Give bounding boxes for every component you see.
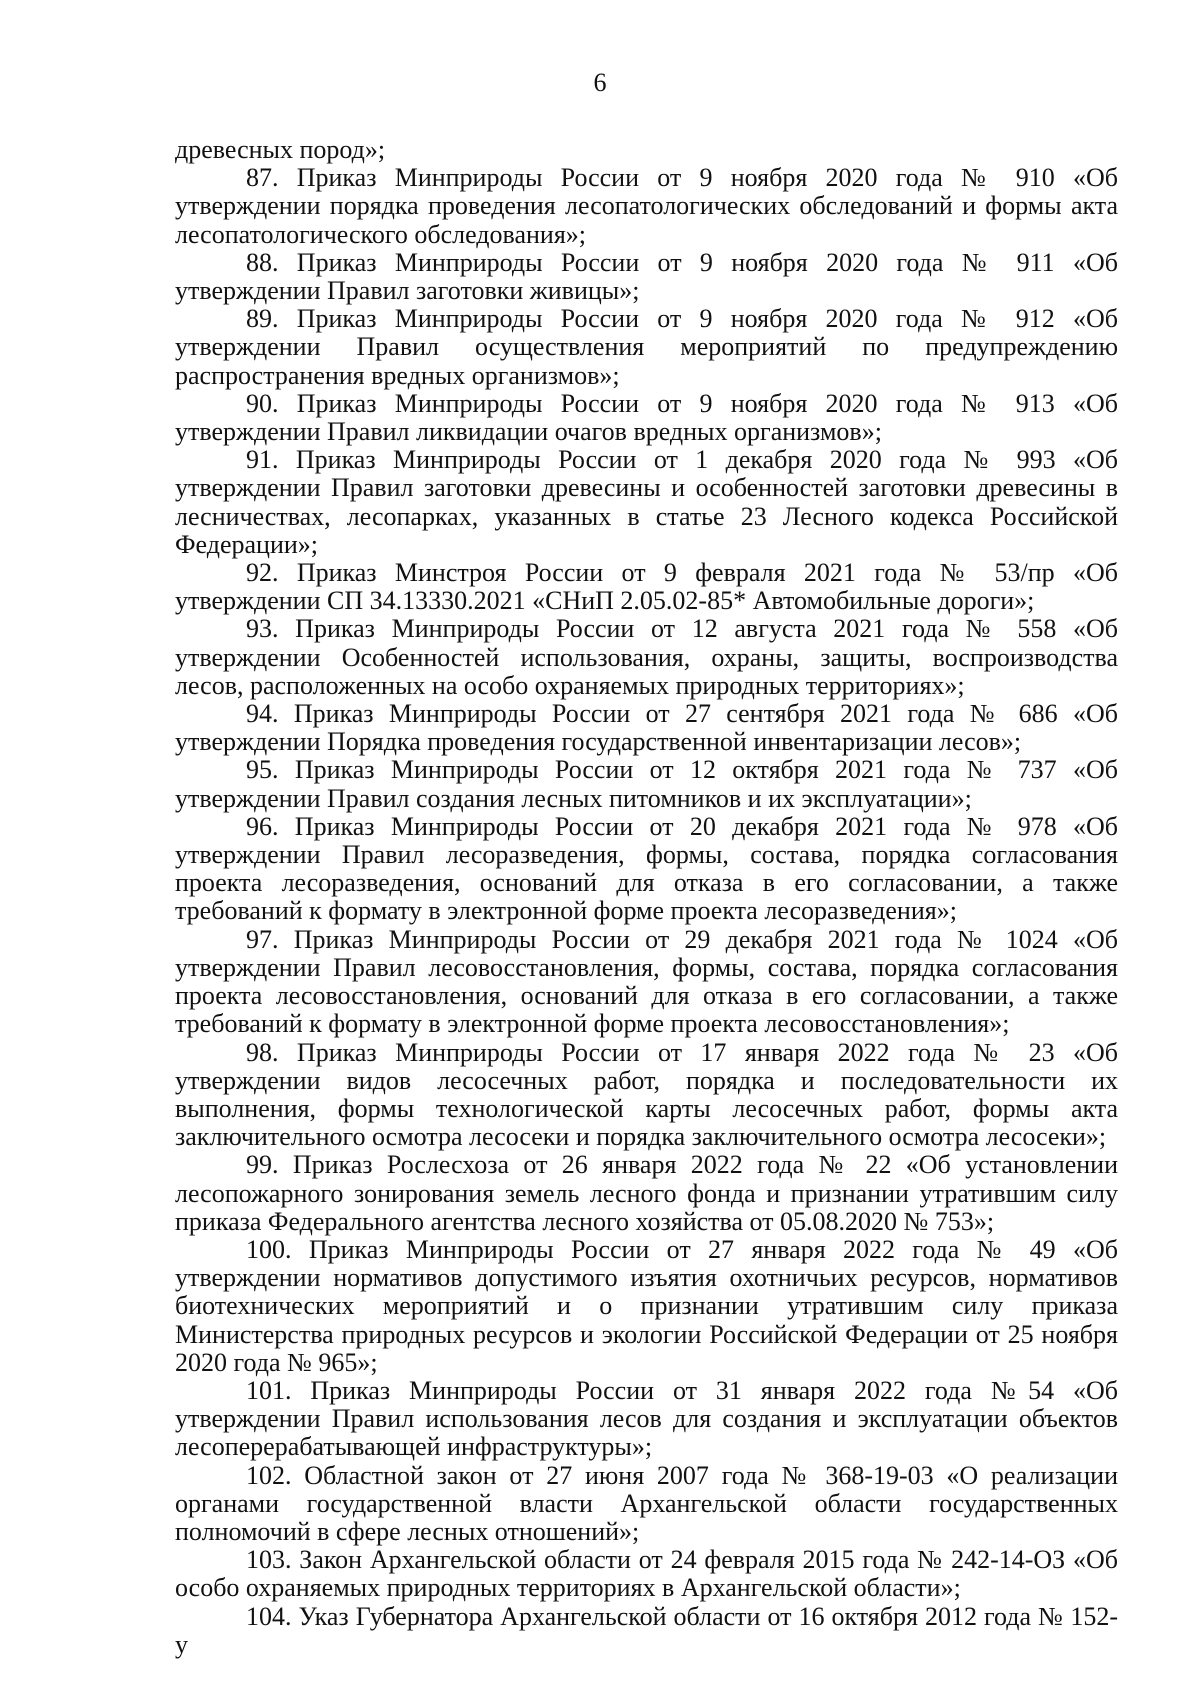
paragraph-96: 96. Приказ Минприроды России от 20 декабря 2021 года № 978 «Об утверждении Правил лесоразведения, формы, состава, порядка согласования проекта лесоразведения, оснований для отказа в его согласовании, а также требований к формату в электронной форме проекта лесоразведения»;	[175, 811, 1118, 926]
paragraph-91: 91. Приказ Минприроды России от 1 декабря 2020 года № 993 «Об утверждении Правил заготовки древесины и особенностей заготовки древесины в лесничествах, лесопарках, указанных в статье 23 Лесного кодекса Российской Федерации»;	[175, 445, 1118, 559]
paragraph-104: 104. Указ Губернатора Архангельской области от 16 октября 2012 года № 152-у	[175, 1601, 1118, 1659]
paragraph-103: 103. Закон Архангельской области от 24 февраля 2015 года № 242-14-ОЗ «Об особо охраняемых природных территориях в Архангельской области»;	[175, 1545, 1118, 1603]
paragraph-90: 90. Приказ Минприроды России от 9 ноября 2020 года № 913 «Об утверждении Правил ликвидации очагов вредных организмов»;	[175, 388, 1118, 447]
page-number: 6	[593, 68, 607, 97]
paragraph-88: 88. Приказ Минприроды России от 9 ноября 2020 года № 911 «Об утверждении Правил заготовки живицы»;	[175, 247, 1118, 306]
paragraph-101: 101. Приказ Минприроды России от 31 января 2022 года №54 «Об утверждении Правил использования лесов для создания и эксплуатации объектов лесоперерабатывающей инфраструктуры»;	[175, 1375, 1118, 1462]
paragraph-92: 92. Приказ Минстроя России от 9 февраля 2021 года № 53/пр «Об утверждении СП 34.13330.2021 «СНиП 2.05.02-85* Автомобильные дороги»;	[175, 558, 1118, 616]
paragraph-86-continuation: древесных пород»;	[175, 135, 386, 164]
paragraph-94: 94. Приказ Минприроды России от 27 сентября 2021 года № 686 «Об утверждении Порядка проведения государственной инвентаризации лесов»;	[175, 699, 1118, 757]
paragraph-98: 98. Приказ Минприроды России от 17 января 2022 года № 23 «Об утверждении видов лесосечных работ, порядка и последовательности их выполнения, формы технологической карты лесосечных работ, формы акта заключительного осмотра лесосеки и порядка заключительного осмотра лесосеки»;	[175, 1037, 1118, 1152]
document-body	[175, 136, 1118, 1659]
paragraph-87: 87. Приказ Минприроды России от 9 ноября 2020 года № 910 «Об утверждении порядка проведения лесопатологических обследований и формы акта лесопатологического обследования»;	[175, 163, 1118, 249]
paragraph-89: 89. Приказ Минприроды России от 9 ноября 2020 года № 912 «Об утверждении Правил осуществления мероприятий по предупреждению распространения вредных организмов»;	[175, 304, 1118, 390]
paragraph-93: 93. Приказ Минприроды России от 12 августа 2021 года № 558 «Об утверждении Особенностей использования, охраны, защиты, воспроизводства лесов, расположенных на особо охраняемых природных территориях»;	[175, 614, 1118, 700]
paragraph-99: 99. Приказ Рослесхоза от 26 января 2022 года № 22 «Об установлении лесопожарного зонирования земель лесного фонда и признании утратившим силу приказа Федерального агентства лесного хозяйства от 05.08.2020 № 753»;	[175, 1150, 1118, 1236]
paragraph-95: 95. Приказ Минприроды России от 12 октября 2021 года № 737 «Об утверждении Правил создания лесных питомников и их эксплуатации»;	[175, 755, 1118, 813]
paragraph-97: 97. Приказ Минприроды России от 29 декабря 2021 года № 1024 «Об утверждении Правил лесовосстановления, формы, состава, порядка согласования проекта лесовосстановления, оснований для отказа в его согласовании, а также требований к формату в электронной форме проекта лесовосстановления»;	[175, 924, 1118, 1039]
paragraph-100: 100. Приказ Минприроды России от 27 января 2022 года № 49 «Об утверждении нормативов допустимого изъятия охотничьих ресурсов, нормативов биотехнических мероприятий и о признании утратившим силу приказа Министерства природных ресурсов и экологии Российской Федерации от 25 ноября 2020 года № 965»;	[175, 1234, 1118, 1377]
paragraph-102: 102. Областной закон от 27 июня 2007 года № 368-19-03 «О реализации органами государственной власти Архангельской области государственных полномочий в сфере лесных отношений»;	[175, 1460, 1118, 1546]
